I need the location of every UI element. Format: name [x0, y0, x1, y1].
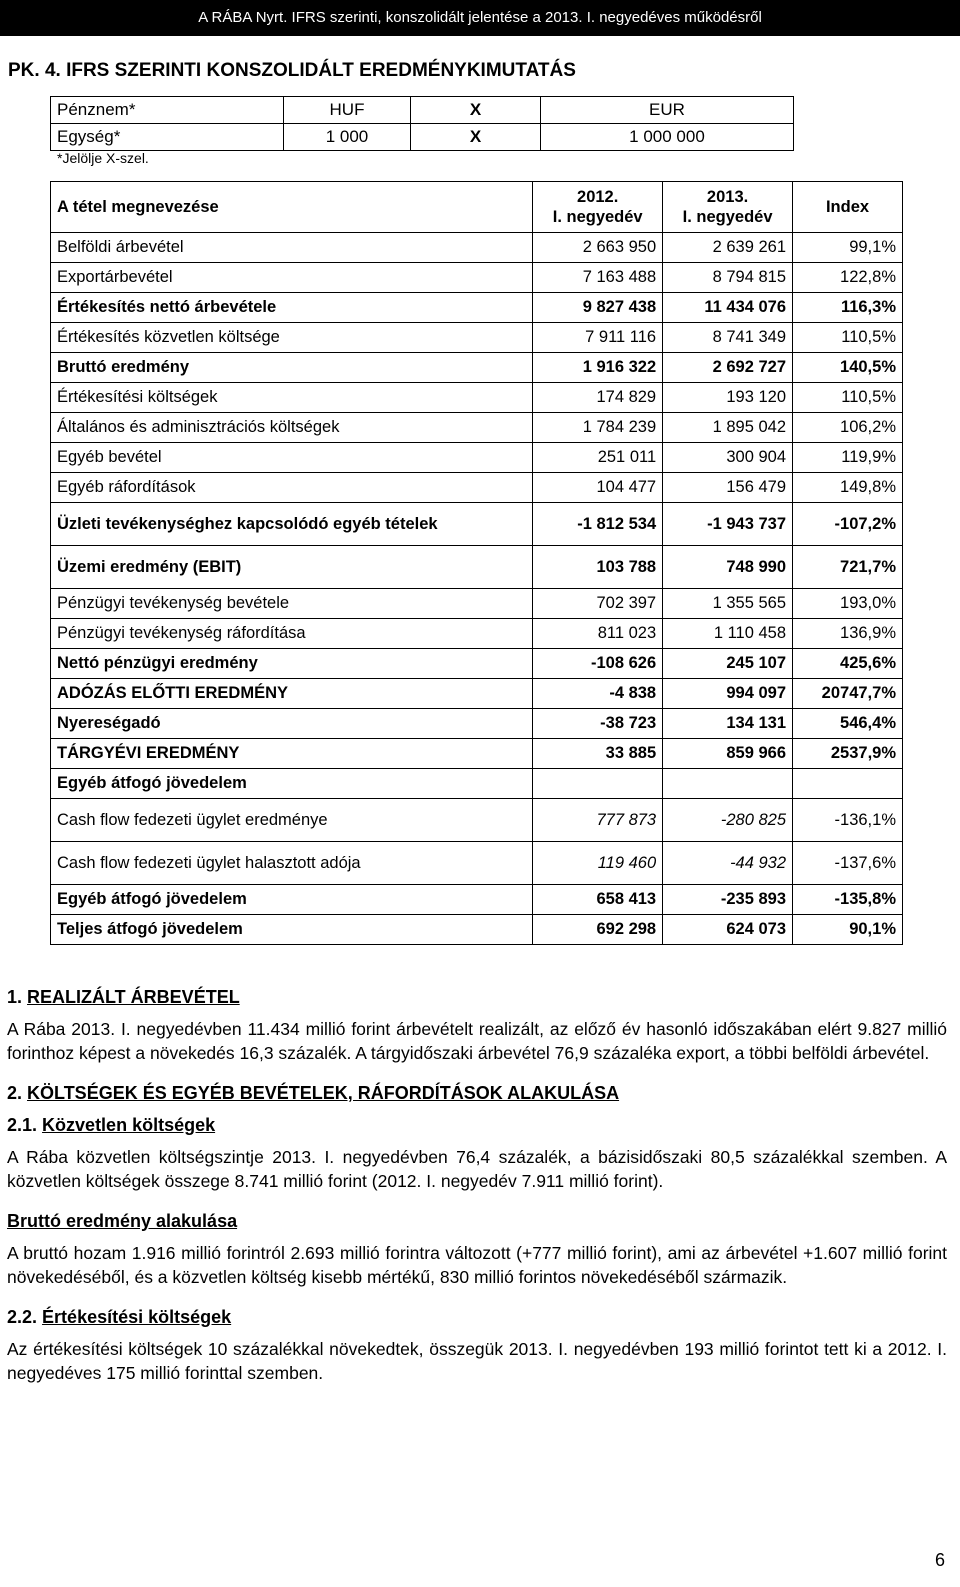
- section-2-title: KÖLTSÉGEK ÉS EGYÉB BEVÉTELEK, RÁFORDÍTÁSOK ALAKULÁSA: [27, 1083, 620, 1103]
- table-cell-v1: -1 812 534: [533, 503, 663, 546]
- table-row: [51, 353, 903, 383]
- table-cell-v1: 2 663 950: [533, 233, 663, 263]
- table-cell-name: Üzemi eredmény (EBIT): [51, 546, 533, 589]
- table-row: [51, 323, 903, 353]
- table-row: [51, 546, 903, 589]
- table-cell-idx: 110,5%: [793, 383, 903, 413]
- table-cell-v1: -108 626: [533, 649, 663, 679]
- table-cell-v2: 11 434 076: [663, 293, 793, 323]
- table-cell-idx: 136,9%: [793, 619, 903, 649]
- table-cell-v1: 7 163 488: [533, 263, 663, 293]
- section-21-title: Közvetlen költségek: [42, 1115, 216, 1135]
- section-1-title: REALIZÁLT ÁRBEVÉTEL: [27, 987, 240, 1007]
- currency-row: [51, 97, 794, 124]
- table-cell-idx: 110,5%: [793, 323, 903, 353]
- section-1-heading: [7, 985, 947, 1009]
- table-cell-name: Exportárbevétel: [51, 263, 533, 293]
- table-cell-v1: 174 829: [533, 383, 663, 413]
- table-cell-v2: 859 966: [663, 739, 793, 769]
- table-cell-idx: 90,1%: [793, 915, 903, 945]
- table-cell-name: Teljes átfogó jövedelem: [51, 915, 533, 945]
- table-row: [51, 769, 903, 799]
- section-2-num: 2.: [7, 1083, 23, 1103]
- table-cell-idx: [793, 769, 903, 799]
- table-cell-name: Nyereségadó: [51, 709, 533, 739]
- table-cell-idx: 546,4%: [793, 709, 903, 739]
- income-statement-table: [50, 181, 903, 945]
- table-row: [51, 589, 903, 619]
- currency-label: Pénznem*: [51, 97, 284, 124]
- table-cell-name: ADÓZÁS ELŐTTI EREDMÉNY: [51, 679, 533, 709]
- section-22-num: 2.2.: [7, 1307, 38, 1327]
- table-cell-v1: 692 298: [533, 915, 663, 945]
- table-cell-v2: 2 692 727: [663, 353, 793, 383]
- table-row: [51, 383, 903, 413]
- section-21-num: 2.1.: [7, 1115, 38, 1135]
- gross-profit-text: A bruttó hozam 1.916 millió forintról 2.693 millió forintra változott (+777 millió forint), ami az árbevétel +1.607 millió forint növekedéséből, és a közvetlen költség kisebb mértékű, 830 millió forintos növekedéséből származik.: [7, 1243, 947, 1287]
- currency-huf-mark: X: [411, 97, 541, 124]
- section-22-heading: [7, 1305, 947, 1329]
- col-2012-quarter: I. negyedév: [552, 208, 643, 226]
- table-cell-v2: [663, 769, 793, 799]
- table-row: [51, 739, 903, 769]
- table-row: [51, 619, 903, 649]
- table-cell-v2: 193 120: [663, 383, 793, 413]
- table-cell-v2: 2 639 261: [663, 233, 793, 263]
- table-cell-v1: 9 827 438: [533, 293, 663, 323]
- table-row: [51, 799, 903, 842]
- table-row: [51, 649, 903, 679]
- table-cell-idx: -137,6%: [793, 842, 903, 885]
- table-cell-name: Értékesítés közvetlen költsége: [51, 323, 533, 353]
- page-number: 6: [935, 1550, 946, 1570]
- unit-label: Egység*: [51, 124, 284, 151]
- table-cell-v1: 658 413: [533, 885, 663, 915]
- table-cell-v2: 994 097: [663, 679, 793, 709]
- table-cell-idx: 149,8%: [793, 473, 903, 503]
- table-cell-v1: 119 460: [533, 842, 663, 885]
- table-row: [51, 473, 903, 503]
- table-cell-v1: 702 397: [533, 589, 663, 619]
- table-row: [51, 233, 903, 263]
- table-cell-idx: 99,1%: [793, 233, 903, 263]
- table-cell-idx: 106,2%: [793, 413, 903, 443]
- table-cell-name: TÁRGYÉVI EREDMÉNY: [51, 739, 533, 769]
- section-2-heading: [7, 1081, 947, 1105]
- col-2013-header: [663, 182, 793, 233]
- table-cell-idx: -107,2%: [793, 503, 903, 546]
- table-cell-name: Cash flow fedezeti ügylet eredménye: [51, 799, 533, 842]
- section-21-heading: [7, 1113, 947, 1137]
- section-22-text: Az értékesítési költségek 10 százalékkal növekedtek, összegük 2013. I. negyedévben 193 millió forintot tett ki a 2012. I. negyedéves 175 millió forinttal szemben.: [7, 1339, 947, 1383]
- table-cell-idx: 193,0%: [793, 589, 903, 619]
- section-1-text: A Rába 2013. I. negyedévben 11.434 millió forint árbevételt realizált, az előző év hasonló időszakában elért 9.827 millió forinthoz képest a növekedés 16,3 százalék. A tárgyidőszaki árbevétel 76,9 százaléka export, a többi belföldi árbevétel.: [7, 1019, 947, 1063]
- table-cell-v1: 811 023: [533, 619, 663, 649]
- table-row: [51, 915, 903, 945]
- col-2012-header: [533, 182, 663, 233]
- table-cell-idx: -135,8%: [793, 885, 903, 915]
- table-cell-name: Egyéb ráfordítások: [51, 473, 533, 503]
- table-row: [51, 293, 903, 323]
- table-cell-idx: 116,3%: [793, 293, 903, 323]
- table-cell-name: Egyéb átfogó jövedelem: [51, 885, 533, 915]
- table-cell-v1: 7 911 116: [533, 323, 663, 353]
- table-cell-idx: -136,1%: [793, 799, 903, 842]
- table-cell-idx: 425,6%: [793, 649, 903, 679]
- table-cell-v2: -235 893: [663, 885, 793, 915]
- col-2013-quarter: I. negyedév: [682, 208, 773, 226]
- table-cell-idx: 2537,9%: [793, 739, 903, 769]
- table-header: [51, 182, 903, 233]
- table-row: [51, 709, 903, 739]
- col-index-header: Index: [793, 182, 903, 233]
- table-cell-v2: -44 932: [663, 842, 793, 885]
- table-cell-name: Belföldi árbevétel: [51, 233, 533, 263]
- table-cell-name: Értékesítés nettó árbevétele: [51, 293, 533, 323]
- table-cell-name: Egyéb bevétel: [51, 443, 533, 473]
- section-1-num: 1.: [7, 987, 23, 1007]
- table-cell-v1: 103 788: [533, 546, 663, 589]
- table-cell-name: Üzleti tevékenységhez kapcsolódó egyéb tételek: [51, 503, 533, 546]
- table-cell-name: Nettó pénzügyi eredmény: [51, 649, 533, 679]
- table-cell-idx: 721,7%: [793, 546, 903, 589]
- gross-profit-title: Bruttó eredmény alakulása: [7, 1211, 238, 1231]
- col-2012-year: 2012.: [577, 188, 619, 206]
- table-cell-v2: 8 794 815: [663, 263, 793, 293]
- table-cell-v2: -280 825: [663, 799, 793, 842]
- table-cell-v2: 748 990: [663, 546, 793, 589]
- table-cell-name: Pénzügyi tevékenység bevétele: [51, 589, 533, 619]
- page-title: PK. 4. IFRS SZERINTI KONSZOLIDÁLT EREDMÉNYKIMUTATÁS: [8, 60, 576, 81]
- table-row: [51, 679, 903, 709]
- col-name-header: A tétel megnevezése: [51, 182, 533, 233]
- unit-thousand: 1 000: [284, 124, 411, 151]
- unit-thousand-mark: X: [411, 124, 541, 151]
- col-2013-year: 2013.: [706, 188, 749, 206]
- table-cell-name: Egyéb átfogó jövedelem: [51, 769, 533, 799]
- unit-million: 1 000 000: [541, 124, 794, 151]
- unit-row: [51, 124, 794, 151]
- table-cell-v1: 1 916 322: [533, 353, 663, 383]
- table-cell-v1: 104 477: [533, 473, 663, 503]
- currency-huf: HUF: [284, 97, 411, 124]
- table-row: [51, 413, 903, 443]
- table-cell-v2: 245 107: [663, 649, 793, 679]
- table-cell-v1: 251 011: [533, 443, 663, 473]
- table-cell-name: Értékesítési költségek: [51, 383, 533, 413]
- table-cell-name: Bruttó eredmény: [51, 353, 533, 383]
- section-22-title: Értékesítési költségek: [42, 1307, 232, 1327]
- table-row: [51, 842, 903, 885]
- table-cell-idx: 20747,7%: [793, 679, 903, 709]
- table-cell-v1: -4 838: [533, 679, 663, 709]
- table-row: [51, 263, 903, 293]
- table-cell-v2: 624 073: [663, 915, 793, 945]
- table-cell-idx: 122,8%: [793, 263, 903, 293]
- table-cell-v2: 156 479: [663, 473, 793, 503]
- table-cell-name: Pénzügyi tevékenység ráfordítása: [51, 619, 533, 649]
- body-text: [7, 985, 947, 1401]
- table-cell-name: Cash flow fedezeti ügylet halasztott adója: [51, 842, 533, 885]
- table-cell-idx: 140,5%: [793, 353, 903, 383]
- table-cell-v1: 777 873: [533, 799, 663, 842]
- table-row: [51, 443, 903, 473]
- table-cell-v2: 1 110 458: [663, 619, 793, 649]
- table-cell-v2: 1 895 042: [663, 413, 793, 443]
- table-cell-v1: -38 723: [533, 709, 663, 739]
- page-header: A RÁBA Nyrt. IFRS szerinti, konszolidált jelentése a 2013. I. negyedéves működésről: [0, 0, 960, 36]
- table-cell-v2: 8 741 349: [663, 323, 793, 353]
- table-cell-name: Általános és adminisztrációs költségek: [51, 413, 533, 443]
- currency-table: [50, 96, 794, 151]
- table-cell-v2: 134 131: [663, 709, 793, 739]
- gross-profit-heading: [7, 1209, 947, 1233]
- currency-eur: EUR: [541, 97, 794, 124]
- table-cell-idx: 119,9%: [793, 443, 903, 473]
- table-row: [51, 503, 903, 546]
- table-cell-v1: 33 885: [533, 739, 663, 769]
- table-cell-v1: [533, 769, 663, 799]
- table-cell-v2: 1 355 565: [663, 589, 793, 619]
- table-row: [51, 885, 903, 915]
- footnote: *Jelölje X-szel.: [57, 150, 149, 166]
- table-cell-v2: 300 904: [663, 443, 793, 473]
- table-cell-v2: -1 943 737: [663, 503, 793, 546]
- table-cell-v1: 1 784 239: [533, 413, 663, 443]
- section-21-text: A Rába közvetlen költségszintje 2013. I. negyedévben 76,4 százalék, a bázisidőszaki 80,5 százalékkal szemben. A közvetlen költségek összege 8.741 millió forint (2012. I. negyedév 7.911 millió forint).: [7, 1147, 947, 1191]
